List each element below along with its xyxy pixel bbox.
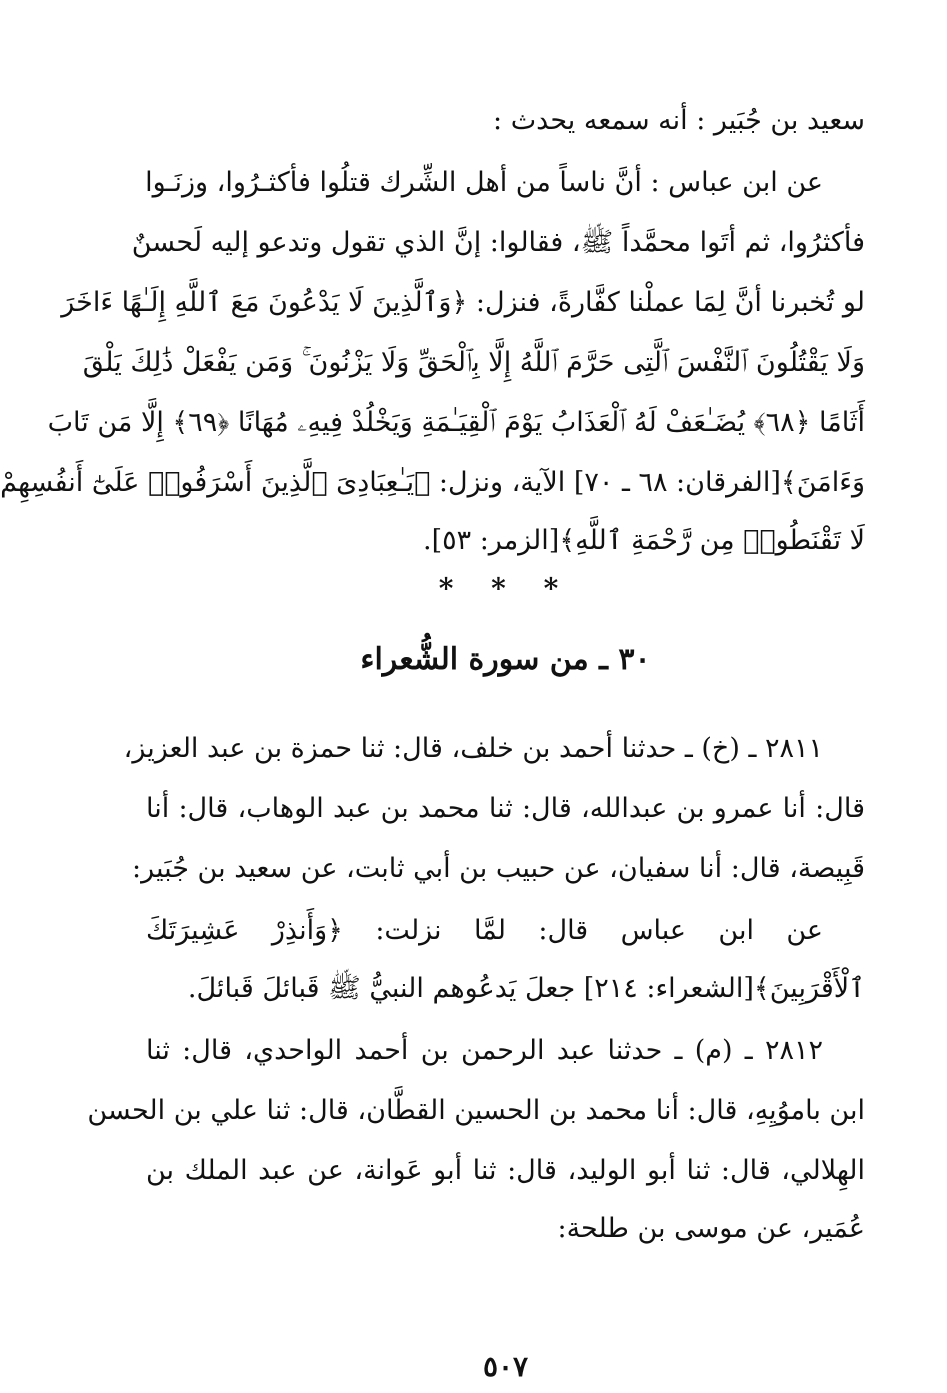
quran-line: وَلَا يَقْتُلُونَ ٱلنَّفْسَ ٱلَّتِى حَرَّمَ ٱللَّهُ إِلَّا بِٱلْحَقِّ وَلَا يَزْنُونَ ۚ وَمَن يَفْعَلْ ذَٰلِكَ يَلْقَ: [82, 347, 865, 378]
text-line: فأكثرُوا، ثم أتَوا محمَّداً ﷺ، فقالوا: إنَّ الذي تقول وتدعو إليه لَحسنٌ: [131, 227, 865, 258]
hadith-line: ابن باموُيِهِ، قال: أنا محمد بن الحسين القطَّان، قال: ثنا علي بن الحسن: [87, 1095, 865, 1126]
hadith-line: الهِلالي، قال: ثنا أبو الوليد، قال: ثنا أبو عَوانة، عن عبد الملك بن: [146, 1155, 865, 1186]
text-line: سعيد بن جُبَير : أنه سمعه يحدث :: [493, 105, 865, 136]
quran-line: لَا تَقْنَطُوا۟ مِن رَّحْمَةِ ٱللَّهِ﴾[الزمر: ٥٣].: [422, 525, 865, 556]
hadith-line: ٢٨١٢ ـ (م) ـ حدثنا عبد الرحمن بن أحمد الواحدي، قال: ثنا: [146, 1035, 823, 1066]
hadith-line: عُمَير، عن موسى بن طلحة:: [557, 1213, 865, 1244]
hadith-line: ٢٨١١ ـ (خ) ـ حدثنا أحمد بن خلف، قال: ثنا حمزة بن عبد العزيز،: [123, 733, 823, 764]
hadith-line: عن ابن عباس قال: لمَّا نزلت: ﴿وَأَنذِرْ عَشِيرَتَكَ: [146, 915, 823, 946]
hadith-line: ٱلْأَقْرَبِينَ﴾[الشعراء: ٢١٤] جعلَ يَدعُوهم النبيُّ ﷺ قَبائلَ قَبائلَ.: [187, 973, 865, 1004]
quran-line: أَثَامًا ﴿٦٨﴾ يُضَـٰعَفْ لَهُ ٱلْعَذَابُ يَوْمَ ٱلْقِيَـٰمَةِ وَيَخْلُدْ فِيهِۦ مُهَانًا ﴿٦٩﴾ إِلَّا مَن تَابَ: [47, 407, 865, 438]
page-number: ٥٠٧: [482, 1350, 529, 1383]
quran-line: لو تُخبرنا أنَّ لِمَا عملْنا كفَّارةً، فنزل: ﴿وَٱلَّذِينَ لَا يَدْعُونَ مَعَ ٱللَّهِ إِلَـٰهًا ءَاخَرَ: [61, 287, 865, 318]
quran-line: وَءَامَنَ﴾[الفرقان: ٦٨ ـ ٧٠] الآية، ونزل: ﴿يَـٰعِبَادِىَ ٱلَّذِينَ أَسْرَفُوا۟ عَلَىٰٓ أَنفُسِهِمْ: [0, 467, 865, 498]
section-heading: ٣٠ ـ من سورة الشُّعراء: [360, 642, 651, 677]
hadith-line: قال: أنا عمرو بن عبدالله، قال: ثنا محمد بن عبد الوهاب، قال: أنا: [146, 793, 865, 824]
section-separator: * * *: [438, 572, 573, 605]
hadith-line: قَبِيصة، قال: أنا سفيان، عن حبيب بن أبي ثابت، عن سعيد بن جُبَير:: [132, 853, 865, 884]
text-line: عن ابن عباس : أنَّ ناساً من أهل الشِّرك قتلُوا فأكثـرُوا، وزنَـوا: [145, 167, 823, 198]
